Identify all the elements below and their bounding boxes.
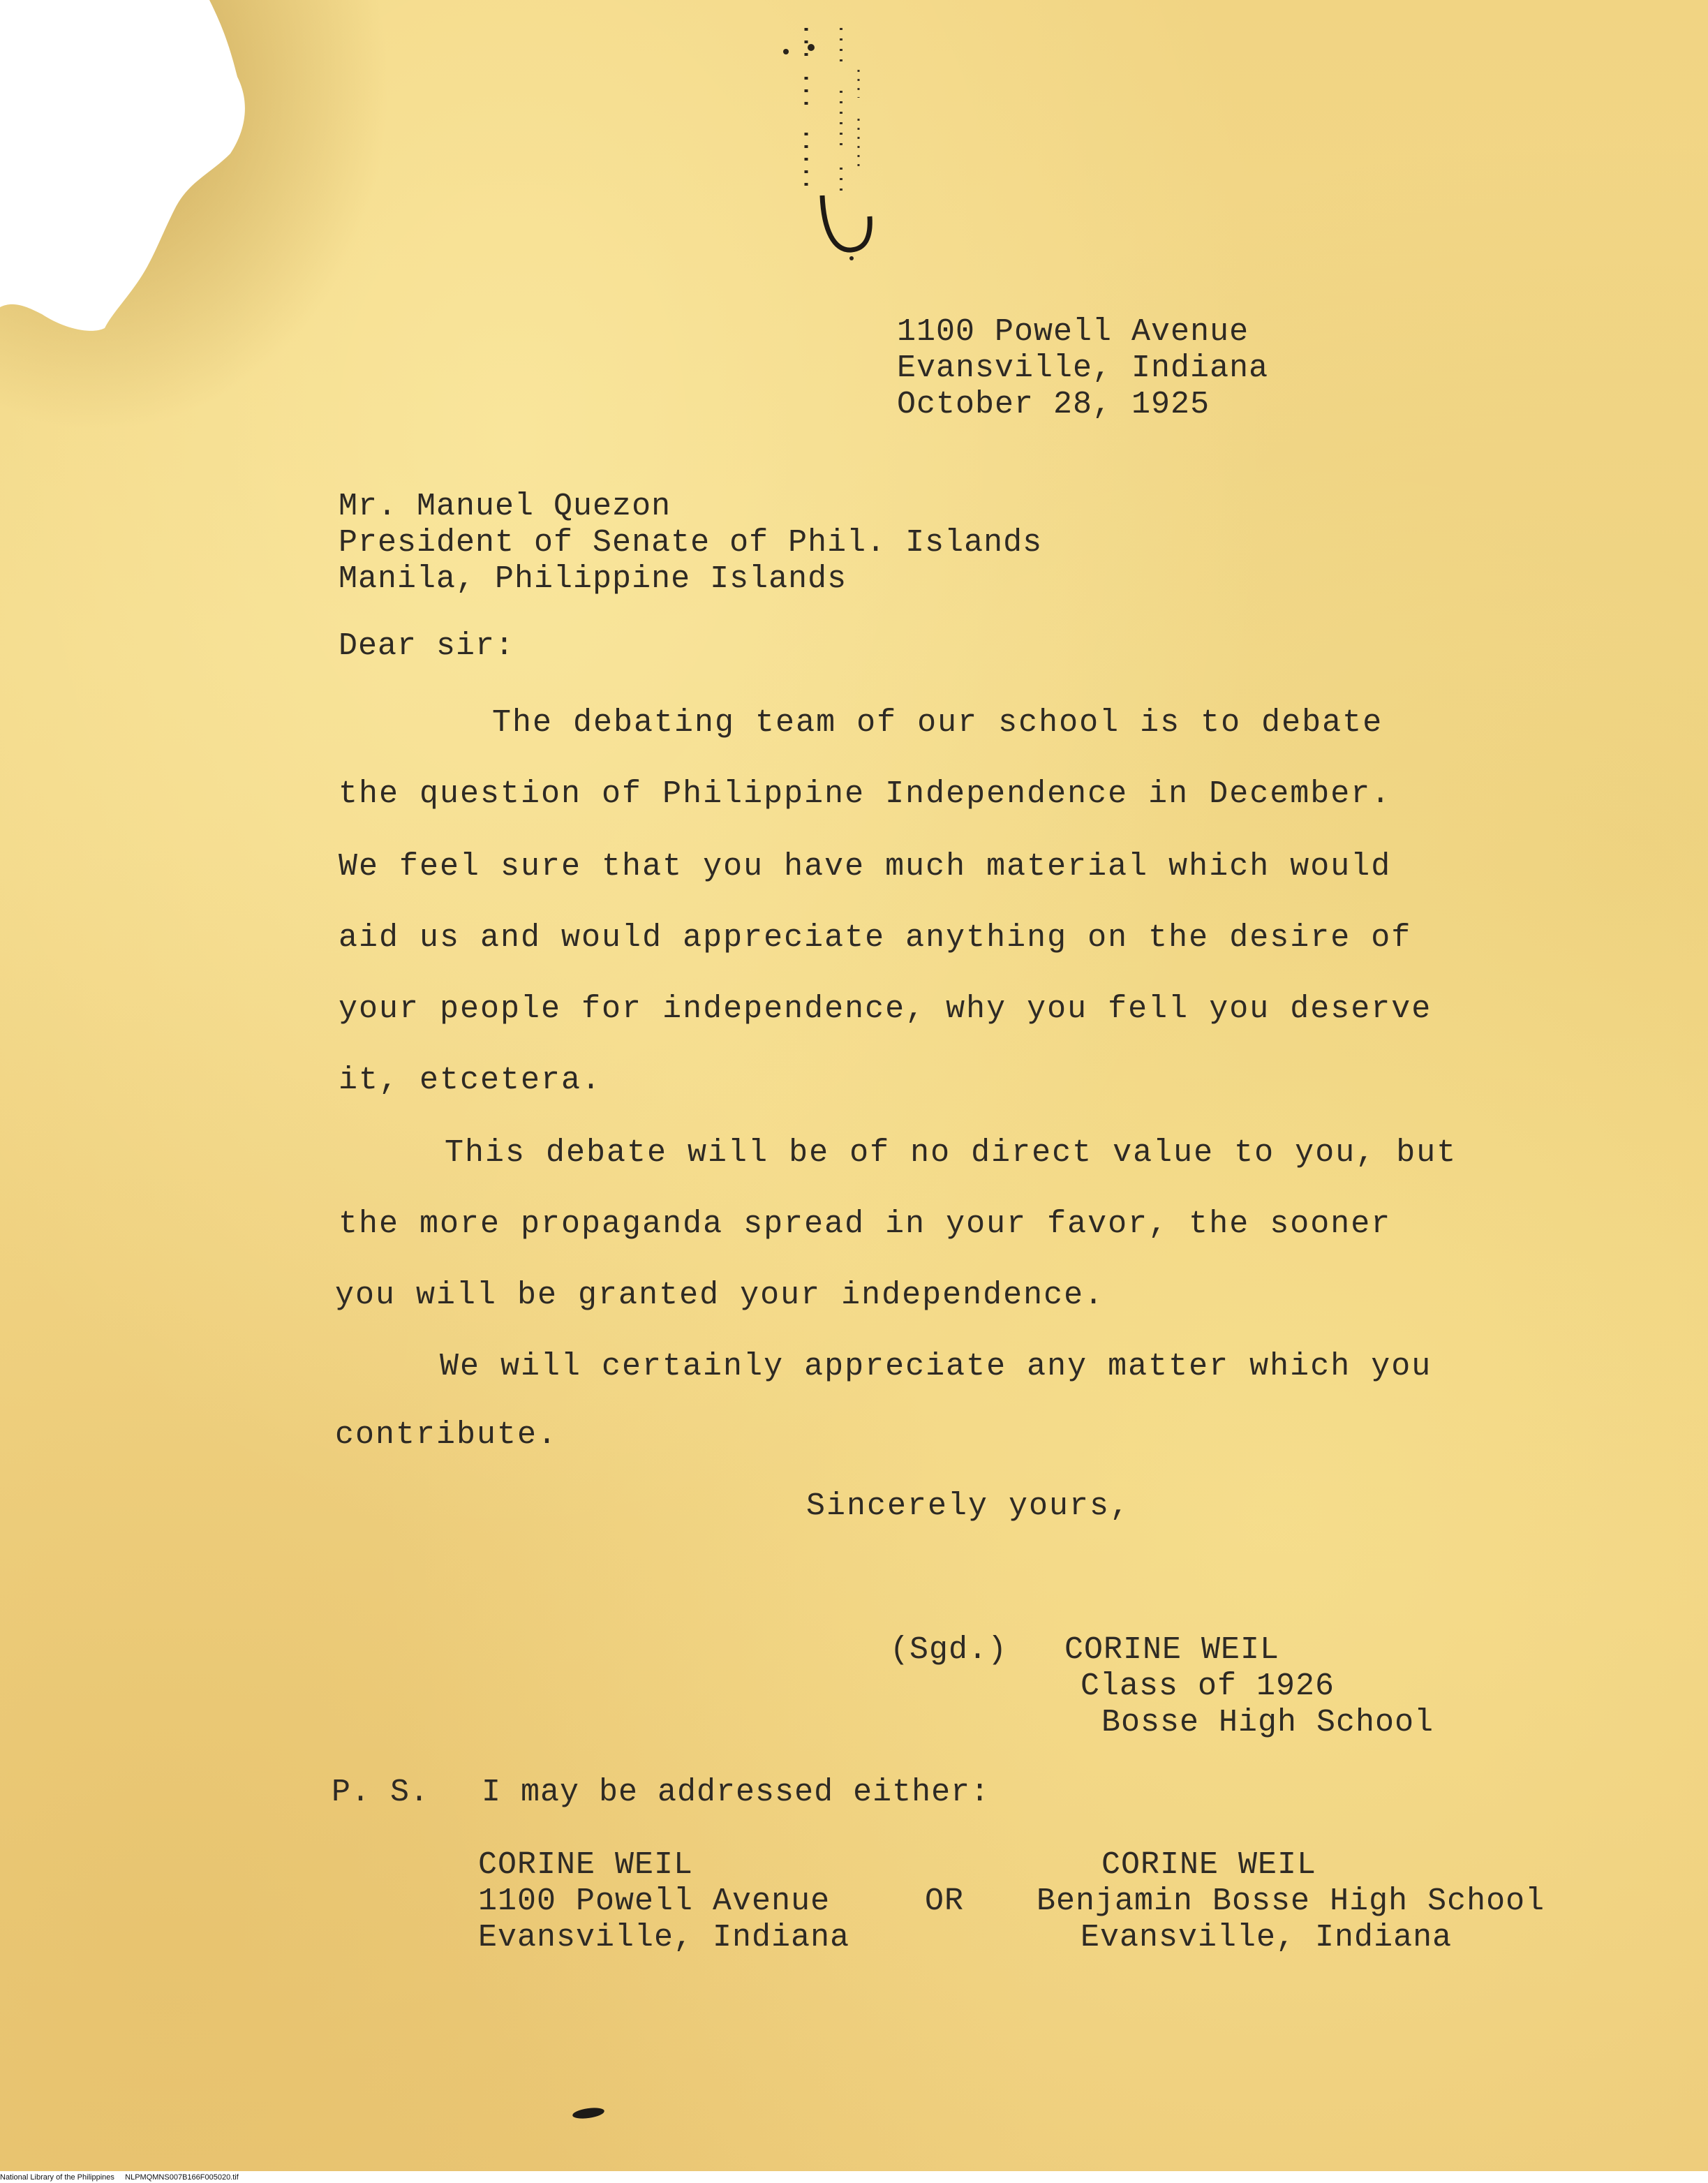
- signature-name: CORINE WEIL: [1064, 1632, 1280, 1668]
- torn-corner: [0, 0, 307, 363]
- recipient-title: President of Senate of Phil. Islands: [339, 525, 1043, 561]
- signature-class: Class of 1926: [1081, 1668, 1335, 1704]
- letter-date: October 28, 1925: [897, 387, 1210, 422]
- postscript-label: P. S.: [332, 1775, 430, 1810]
- paragraph-2-line: This debate will be of no direct value to you, but: [445, 1135, 1457, 1171]
- clip-mark: [768, 28, 907, 279]
- signature-sgd: (Sgd.): [890, 1632, 1008, 1668]
- closing: Sincerely yours,: [806, 1488, 1131, 1524]
- postscript-address-1-line: CORINE WEIL: [478, 1847, 694, 1883]
- paragraph-1-line: the question of Philippine Independence in December.: [339, 776, 1392, 812]
- paragraph-1-line: The debating team of our school is to debate: [492, 705, 1383, 741]
- paragraph-3-line: We will certainly appreciate any matter which you: [440, 1349, 1432, 1384]
- postscript-address-1-line: Evansville, Indiana: [478, 1920, 850, 1955]
- paragraph-2-line: you will be granted your independence.: [335, 1278, 1105, 1313]
- postscript-address-2-line: Evansville, Indiana: [1081, 1920, 1453, 1955]
- archive-footer: National Library of the Philippines NLPMQMNS007B166F005020.tif: [0, 2173, 239, 2182]
- postscript-text: I may be addressed either:: [482, 1775, 990, 1810]
- signature-school: Bosse High School: [1101, 1705, 1434, 1740]
- postscript-address-2-line: Benjamin Bosse High School: [1037, 1884, 1545, 1919]
- postscript-address-2-line: CORINE WEIL: [1101, 1847, 1317, 1883]
- sender-street: 1100 Powell Avenue: [897, 314, 1249, 350]
- salutation: Dear sir:: [339, 628, 515, 664]
- recipient-name: Mr. Manuel Quezon: [339, 489, 671, 524]
- paragraph-1-line: it, etcetera.: [339, 1063, 602, 1098]
- postscript-or-label: OR: [925, 1884, 965, 1919]
- paragraph-3-line: contribute.: [335, 1417, 558, 1453]
- paragraph-1-line: your people for independence, why you fell you deserve: [339, 991, 1432, 1027]
- sender-city: Evansville, Indiana: [897, 350, 1269, 386]
- paragraph-2-line: the more propaganda spread in your favor, the sooner: [339, 1206, 1392, 1242]
- ink-blot: [572, 2106, 605, 2120]
- postscript-address-1-line: 1100 Powell Avenue: [478, 1884, 831, 1919]
- paragraph-1-line: aid us and would appreciate anything on the desire of: [339, 920, 1412, 956]
- recipient-location: Manila, Philippine Islands: [339, 561, 847, 597]
- paragraph-1-line: We feel sure that you have much material which would: [339, 849, 1392, 885]
